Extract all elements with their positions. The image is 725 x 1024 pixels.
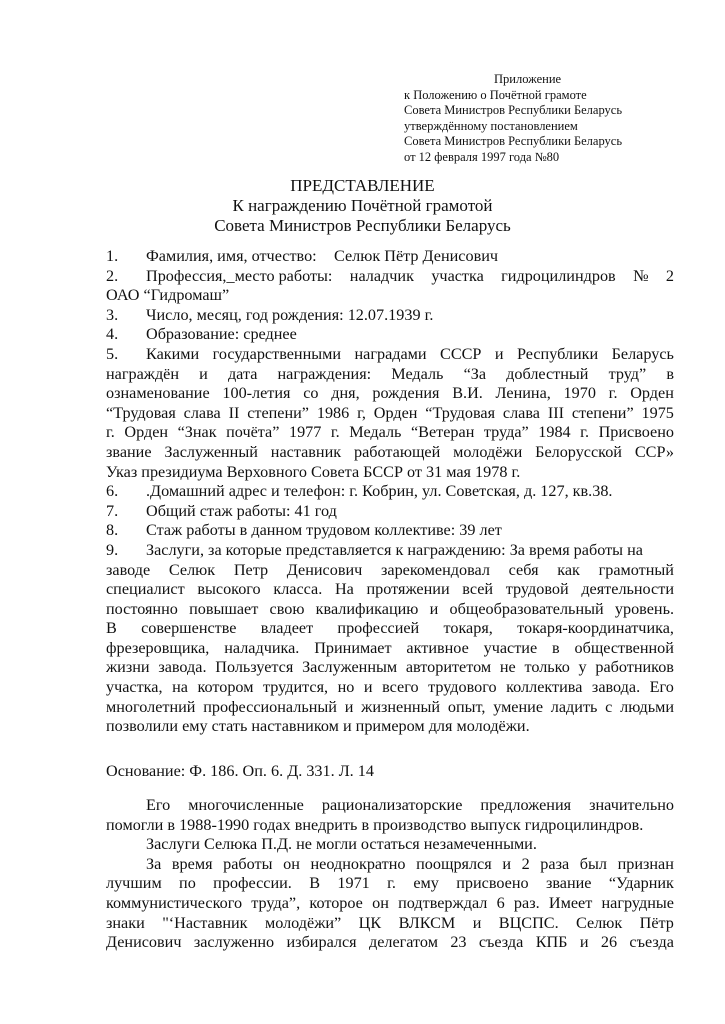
word: Денисович bbox=[106, 933, 182, 952]
word: 6 bbox=[496, 893, 505, 912]
word: Его bbox=[649, 678, 674, 697]
word: работников bbox=[595, 658, 674, 677]
item-continuation bbox=[106, 639, 674, 659]
word: 1975 bbox=[641, 403, 674, 422]
narrative-paragraphs bbox=[106, 796, 674, 953]
appendix-title: Приложение bbox=[494, 72, 562, 86]
word: КПБ bbox=[535, 933, 568, 952]
word: награждён bbox=[106, 364, 180, 383]
word: людьми bbox=[620, 697, 674, 716]
word: г. bbox=[106, 423, 115, 442]
word: которое bbox=[309, 893, 363, 912]
item-label: Фамилия, имя, отчество: bbox=[146, 247, 317, 265]
word: звание bbox=[106, 442, 152, 461]
paragraph-line bbox=[106, 855, 674, 875]
word: присвоено bbox=[456, 874, 529, 893]
document-subtitle: К награждению Почётной грамотой bbox=[232, 196, 493, 215]
word: многочисленные bbox=[188, 796, 304, 814]
word: трудового bbox=[428, 678, 497, 697]
paragraph-line bbox=[106, 914, 674, 934]
paragraph-line bbox=[106, 933, 674, 953]
word: Орден bbox=[124, 423, 169, 442]
word: ему bbox=[413, 874, 439, 893]
word: награждения: bbox=[277, 364, 372, 383]
word: Имеет bbox=[548, 893, 593, 912]
word: работающей bbox=[354, 442, 441, 461]
word: он bbox=[283, 854, 300, 873]
word: авторитетом bbox=[405, 658, 492, 677]
paragraph-line: Заслуги Селюка П.Д. не могли остаться незамеченными. bbox=[146, 835, 537, 854]
word: заводе bbox=[106, 560, 151, 579]
word: только bbox=[524, 658, 570, 677]
item-continuation bbox=[106, 658, 674, 678]
word: труд” bbox=[608, 364, 647, 383]
word: участие bbox=[483, 638, 538, 657]
list-item: 9. Заслуги, за которые представляется к награждению: За время работы на bbox=[106, 540, 643, 559]
word: всей bbox=[462, 580, 494, 599]
word: Пользуется bbox=[215, 658, 294, 677]
word: Петр bbox=[233, 560, 269, 579]
word: Присвоено bbox=[598, 423, 674, 442]
word: труда” bbox=[483, 423, 529, 442]
word: 23 bbox=[450, 933, 467, 952]
word: Ленина, bbox=[495, 384, 551, 403]
appendix-line: от 12 февраля 1997 года №80 bbox=[404, 149, 560, 164]
word: как bbox=[557, 560, 580, 579]
word: профессией bbox=[337, 619, 420, 638]
word: избирался bbox=[286, 933, 357, 952]
word: но bbox=[337, 678, 355, 697]
word: совершенстве bbox=[141, 619, 237, 638]
word: “Знак bbox=[177, 423, 217, 442]
word: постоянно bbox=[106, 599, 178, 618]
word: Заслуженный bbox=[164, 442, 258, 461]
word: свою bbox=[269, 599, 305, 618]
word: многолетний bbox=[106, 697, 196, 716]
paragraph-line bbox=[106, 894, 674, 914]
word: Медаль bbox=[391, 364, 444, 383]
word: общественной bbox=[574, 638, 674, 657]
word: котором bbox=[197, 678, 254, 697]
word: “Ветеран bbox=[410, 423, 475, 442]
word: завода. bbox=[591, 678, 641, 697]
word: уровень. bbox=[614, 599, 674, 618]
list-item: 6. .Домашний адрес и телефон: г. Кобрин, ул. Советская, д. 127, кв.38. bbox=[106, 482, 613, 501]
item-continuation: позволили ему стать наставником и примером для молодёжи. bbox=[106, 717, 530, 736]
word: протяжении bbox=[366, 580, 450, 599]
word: “Трудовая bbox=[106, 403, 176, 422]
word: звание bbox=[545, 874, 592, 893]
word: ознаменование bbox=[106, 384, 210, 403]
word: и bbox=[344, 697, 354, 716]
word: признан bbox=[617, 854, 674, 873]
word: и bbox=[363, 678, 373, 697]
item-continuation: ОАО “Гидромаш” bbox=[106, 286, 230, 305]
word: и bbox=[579, 933, 589, 952]
document-subtitle: Совета Министров Республики Беларусь bbox=[214, 216, 511, 235]
item-continuation bbox=[106, 365, 674, 385]
word: и bbox=[472, 913, 482, 932]
word: Принимает bbox=[314, 638, 392, 657]
appendix-line: к Положению о Почётной грамоте bbox=[404, 87, 587, 102]
word: по bbox=[179, 874, 196, 893]
word: трудовой bbox=[505, 580, 569, 599]
word: ЦК bbox=[358, 913, 382, 932]
list-item: 4. Образование: среднее bbox=[106, 325, 297, 344]
item-continuation bbox=[106, 678, 674, 698]
word: всего bbox=[382, 678, 419, 697]
word: класса. bbox=[273, 580, 323, 599]
word: и bbox=[199, 364, 208, 383]
word: г. bbox=[330, 423, 340, 442]
item-continuation: Указ президиума Верховного Совета БССР от 31 мая 1978 г. bbox=[106, 462, 521, 481]
word: Медаль bbox=[349, 423, 402, 442]
appendix-line: Совета Министров Республики Беларусь bbox=[404, 134, 623, 148]
item-value: Селюк Пётр Денисович bbox=[334, 247, 499, 265]
item-continuation bbox=[106, 404, 674, 424]
word: "‘Наставник bbox=[162, 913, 248, 932]
word: специалист bbox=[106, 580, 185, 599]
item-number: 1. bbox=[106, 247, 119, 265]
word: заслуженно bbox=[193, 933, 275, 952]
item-text: Профессия,_место работы: наладчик участка гидроцилиндров № 2 bbox=[146, 266, 674, 285]
word: 2 bbox=[521, 854, 530, 873]
word: поощрялся bbox=[416, 854, 492, 873]
word: г, bbox=[357, 403, 366, 422]
word: коммунистического bbox=[106, 893, 243, 912]
word: профессиональный bbox=[203, 697, 337, 716]
list-item: 8. Стаж работы в данном трудовом коллективе: 39 лет bbox=[106, 521, 502, 540]
word: профессии. bbox=[213, 874, 292, 893]
paragraph-line: помогли в 1988-1990 годах внедрить в производство выпуск гидроцилиндров. bbox=[106, 815, 644, 834]
word: раз. bbox=[513, 893, 540, 912]
word: г. bbox=[387, 874, 396, 893]
word: степени” bbox=[571, 403, 634, 422]
word: На bbox=[334, 580, 354, 599]
word: Селюк bbox=[168, 560, 216, 579]
word: токаря, bbox=[443, 619, 493, 638]
word: III bbox=[547, 403, 564, 422]
paragraph-line bbox=[106, 874, 674, 894]
word: съезда bbox=[629, 933, 674, 952]
word: доблестный bbox=[506, 364, 589, 383]
word: молодёжи bbox=[453, 442, 523, 461]
word: дата bbox=[227, 364, 258, 383]
appendix-line: утверждённому постановлением bbox=[404, 118, 578, 133]
item-continuation bbox=[106, 698, 674, 718]
item-continuation bbox=[106, 619, 674, 639]
word: 1986 bbox=[316, 403, 350, 422]
item-continuation bbox=[106, 561, 674, 581]
word: “Трудовая bbox=[425, 403, 496, 422]
word: В bbox=[106, 619, 117, 638]
word: молодёжи” bbox=[264, 913, 342, 932]
word: на bbox=[172, 678, 188, 697]
word: В bbox=[309, 874, 321, 893]
word: г. bbox=[608, 384, 618, 403]
word: умение bbox=[493, 697, 544, 716]
word: Денисович bbox=[286, 560, 363, 579]
word: “За bbox=[463, 364, 487, 383]
appendix-block bbox=[404, 72, 704, 165]
paragraph-line bbox=[106, 796, 674, 816]
word: Заслуженным bbox=[302, 658, 398, 677]
word: Орден bbox=[630, 384, 674, 403]
word: активное bbox=[406, 638, 469, 657]
word: владеет bbox=[260, 619, 314, 638]
word: опыт, bbox=[447, 697, 486, 716]
word: труда”, bbox=[251, 893, 301, 912]
word: рождения bbox=[372, 384, 440, 403]
item-continuation bbox=[106, 423, 674, 443]
word: повышает bbox=[189, 599, 259, 618]
word: почёта” bbox=[226, 423, 280, 442]
word: фрезеровщика, bbox=[106, 638, 210, 657]
word: съезда bbox=[478, 933, 524, 952]
word: В.И. bbox=[452, 384, 483, 403]
word: трудится, bbox=[262, 678, 329, 697]
word: ладить bbox=[550, 697, 598, 716]
word: наладчика. bbox=[224, 638, 300, 657]
word: участка, bbox=[106, 678, 163, 697]
word: работы bbox=[223, 854, 273, 873]
word: в bbox=[666, 364, 674, 383]
word: коллектива bbox=[506, 678, 583, 697]
nomination-list bbox=[106, 247, 674, 737]
word: За bbox=[146, 854, 162, 873]
word: Пётр bbox=[639, 913, 674, 932]
word: высокого bbox=[197, 580, 261, 599]
word: со bbox=[303, 384, 319, 403]
list-item bbox=[106, 247, 674, 267]
word: не bbox=[499, 658, 516, 677]
word: и bbox=[502, 854, 511, 873]
word: степени” bbox=[247, 403, 309, 422]
word: 1984 bbox=[538, 423, 571, 442]
list-item: 5. Какими государственными наградами СССР и Республики Беларусь bbox=[106, 344, 674, 363]
word: общеобразовательный bbox=[449, 599, 604, 618]
archive-reference: Основание: Ф. 186. Оп. 6. Д. 331. Л. 14 bbox=[106, 762, 374, 780]
appendix-line: Совета Министров Республики Беларусь bbox=[404, 103, 623, 117]
item-continuation bbox=[106, 384, 674, 404]
word: ССР» bbox=[634, 442, 674, 461]
word: время bbox=[171, 854, 213, 873]
word: подтверждал bbox=[398, 893, 488, 912]
word: у bbox=[578, 658, 587, 677]
document-title: ПРЕДСТАВЛЕНИЕ bbox=[290, 176, 435, 195]
word: значительно bbox=[589, 796, 674, 814]
word: лучшим bbox=[106, 874, 162, 893]
word: Белорусской bbox=[535, 442, 622, 461]
word: II bbox=[228, 403, 240, 422]
word: в bbox=[551, 638, 560, 657]
word: был bbox=[579, 854, 607, 873]
list-item bbox=[106, 267, 674, 287]
item-number: 2. bbox=[106, 266, 119, 285]
word: раза bbox=[540, 854, 570, 873]
word: 26 bbox=[600, 933, 618, 952]
word: токаря-координатчика, bbox=[517, 619, 674, 638]
word: квалификацию bbox=[315, 599, 419, 618]
word: грамотный bbox=[598, 560, 674, 579]
item-continuation bbox=[106, 600, 674, 620]
word: слава bbox=[183, 403, 221, 422]
word: неоднократно bbox=[310, 854, 406, 873]
word: делегатом bbox=[368, 933, 438, 952]
word: Орден bbox=[373, 403, 418, 422]
word: ВЦСПС. bbox=[498, 913, 559, 932]
item-continuation bbox=[106, 443, 674, 463]
list-item: 3. Число, месяц, год рождения: 12.07.1939 г. bbox=[106, 305, 434, 324]
word: и bbox=[429, 599, 439, 618]
item-continuation bbox=[106, 580, 674, 600]
word: 1970 bbox=[563, 384, 596, 403]
list-item: 7. Общий стаж работы: 41 год bbox=[106, 501, 337, 520]
word: жизни bbox=[106, 658, 150, 677]
word: наставник bbox=[270, 442, 342, 461]
word: с bbox=[605, 697, 613, 716]
word: 1977 bbox=[288, 423, 322, 442]
word: “Ударник bbox=[608, 874, 674, 893]
word: деятельности bbox=[581, 580, 674, 599]
word: завода. bbox=[158, 658, 207, 677]
word: предложения bbox=[480, 796, 572, 814]
word: г. bbox=[580, 423, 590, 442]
word: Его bbox=[146, 796, 171, 814]
word: дня, bbox=[331, 384, 360, 403]
word: Селюк bbox=[576, 913, 623, 932]
word: он bbox=[372, 893, 389, 912]
word: себя bbox=[508, 560, 539, 579]
word: зарекомендовал bbox=[381, 560, 490, 579]
word: жизненный bbox=[361, 697, 441, 716]
word: знаки bbox=[106, 913, 145, 932]
word: слава bbox=[502, 403, 540, 422]
word: 100-летия bbox=[222, 384, 291, 403]
word: ВЛКСМ bbox=[398, 913, 456, 932]
word: рационализаторские bbox=[321, 796, 463, 814]
word: 1971 bbox=[337, 874, 370, 893]
word: нагрудные bbox=[601, 893, 674, 912]
